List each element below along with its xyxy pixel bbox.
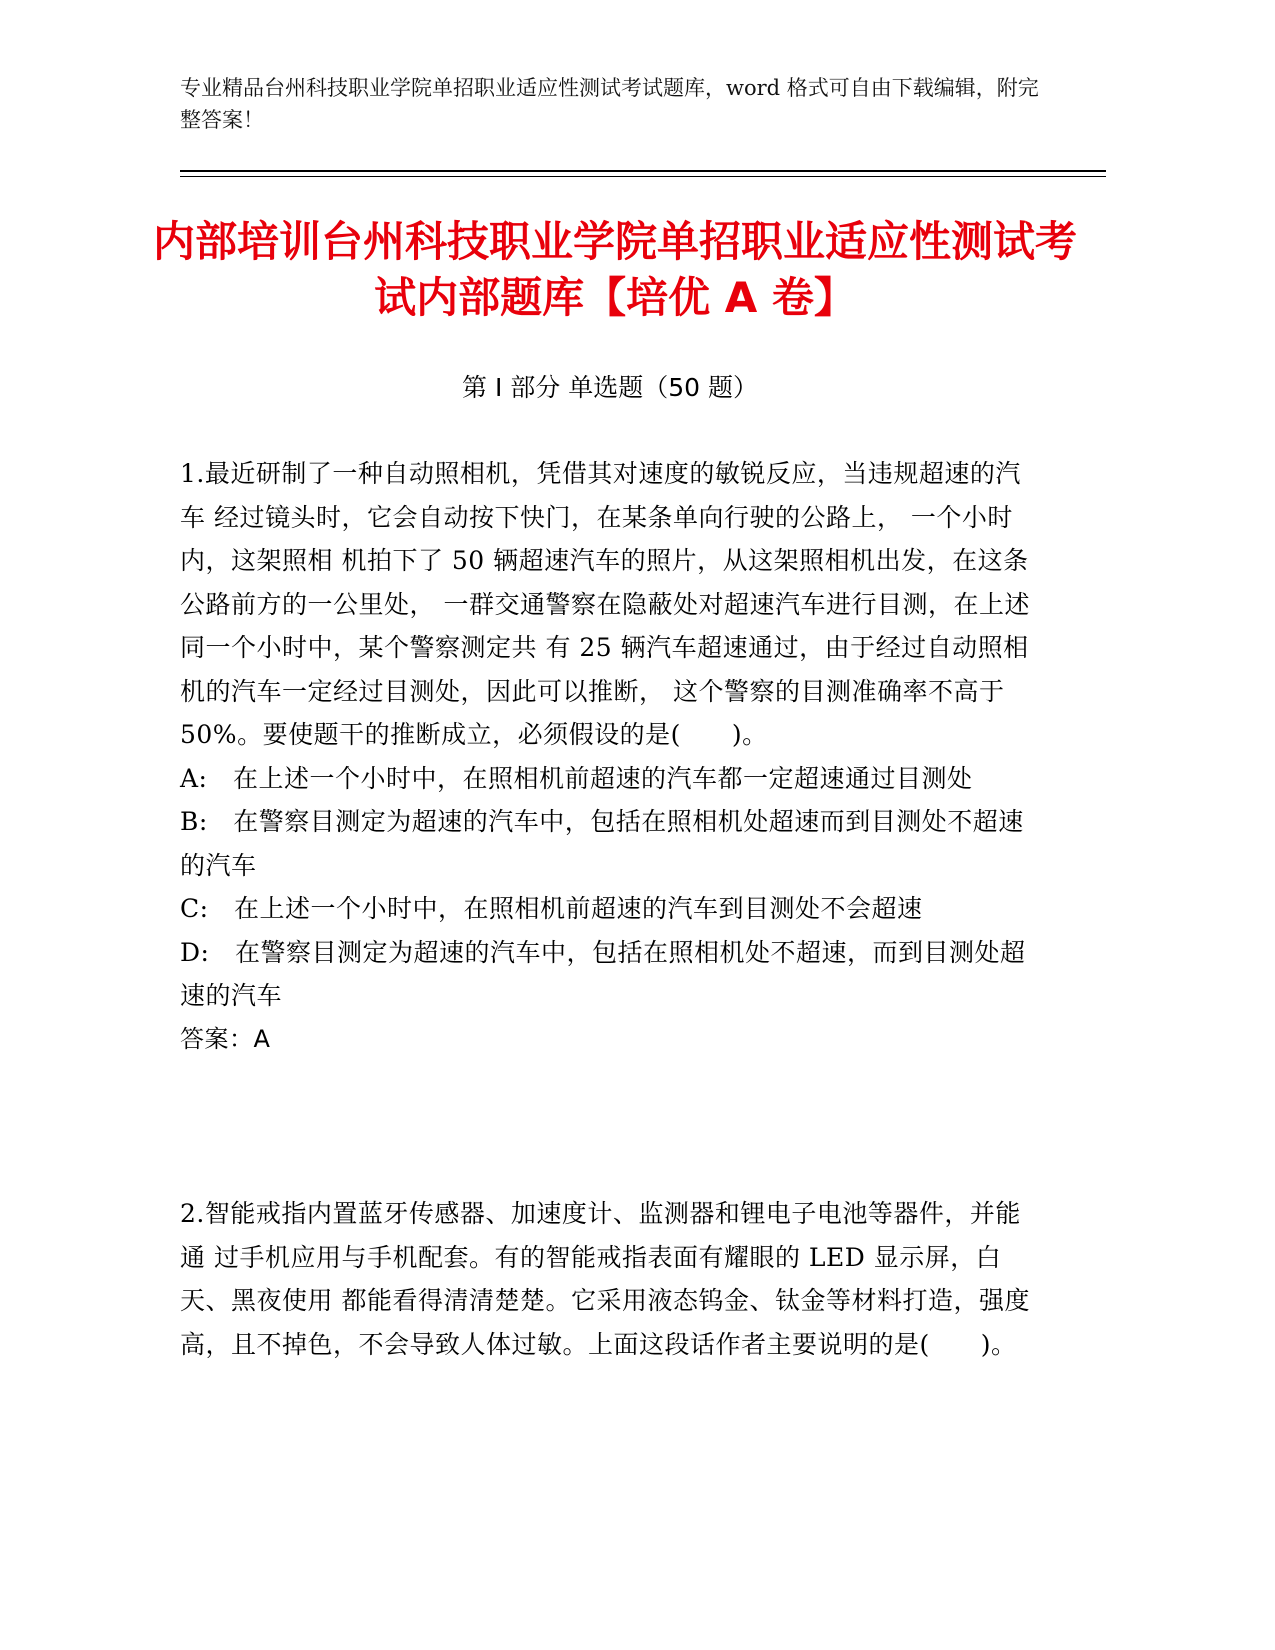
header-divider [180,170,1106,172]
option-c: C: 在上述一个小时中，在照相机前超速的汽车到目测处不会超速 [180,894,923,923]
section-title: 第 I 部分 单选题（50 题） [462,373,758,402]
question-stem: 2.智能戒指内置蓝牙传感器、加速度计、监测器和锂电子电池等器件，并能通 过手机应用与手机配套。有的智能戒指表面有耀眼的 LED 显示屏，白天、黑夜使用 都能看得清清楚楚。它采用液态钨金、钛金等材料打造，强度高，且不掉色，不会导致人体过敏。上面这段话作者主要说明的是( )。 [180,1199,1030,1359]
option-b: B: 在警察目测定为超速的汽车中，包括在照相机处超速而到目测处不超速的汽车 [180,807,1024,880]
option-a: A: 在上述一个小时中，在照相机前超速的汽车都一定超速通过目测处 [180,763,973,793]
question-2 [180,1192,1030,1366]
answer-line: 答案：A [180,1024,271,1053]
question-1 [180,452,1030,1061]
header-divider-thin [180,176,1106,177]
question-stem: 1.最近研制了一种自动照相机，凭借其对速度的敏锐反应，当违规超速的汽车 经过镜头时，它会自动按下快门，在某条单向行驶的公路上， 一个小时内，这架照相 机拍下了 50 辆超速汽车的照片，从这架照相机出发，在这条公路前方的一公里处， 一群交通警察在隐蔽处对超速汽车进行目测，在上述同一个小时中，某个警察测定共 有 25 辆汽车超速通过，由于经过自动照相机的汽车一定经过目测处，因此可以推断， 这个警察的目测准确率不高于 50%。要使题干的推断成立，必须假设的是( )。 [180,459,1030,749]
header-note: 专业精品台州科技职业学院单招职业适应性测试考试题库，word 格式可自由下载编辑，附完整答案！ [180,76,1039,132]
document-title: 内部培训台州科技职业学院单招职业适应性测试考试内部题库【培优 A 卷】 [152,217,1077,322]
option-d: D: 在警察目测定为超速的汽车中，包括在照相机处不超速，而到目测处超速的汽车 [180,937,1026,1010]
